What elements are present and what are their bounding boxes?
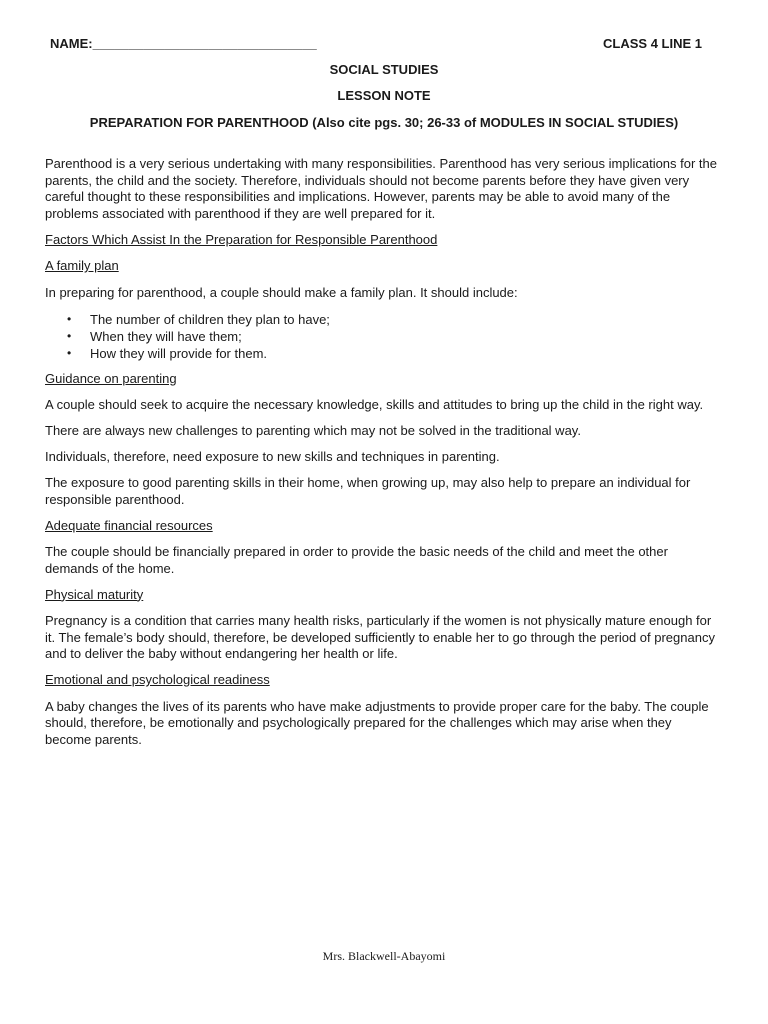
family-plan-list: [45, 311, 721, 362]
subject-title: SOCIAL STUDIES: [329, 62, 439, 77]
guidance-paragraph-3: Individuals, therefore, need exposure to new skills and techniques in parenting.: [45, 449, 500, 464]
family-plan-heading: A family plan: [45, 258, 119, 273]
guidance-paragraph-2: There are always new challenges to parenting which may not be solved in the traditional way.: [45, 423, 581, 438]
physical-heading: Physical maturity: [45, 586, 144, 602]
list-item: [67, 345, 721, 362]
note-type-title: LESSON NOTE: [337, 88, 431, 103]
factors-heading: Factors Which Assist In the Preparation for Responsible Parenthood: [45, 231, 438, 247]
footer-author: Mrs. Blackwell-Abayomi: [322, 949, 446, 963]
list-item-text: How they will provide for them.: [90, 345, 268, 361]
list-item-text: When they will have them;: [90, 328, 242, 344]
list-item: [67, 328, 721, 345]
class-label: CLASS 4 LINE 1: [603, 36, 702, 51]
list-item: [67, 311, 721, 328]
header-row: [50, 36, 702, 54]
guidance-paragraph-4: The exposure to good parenting skills in their home, when growing up, may also help to prepare an individual for responsible parenthood.: [45, 475, 691, 507]
intro-paragraph: Parenthood is a very serious undertaking with many responsibilities. Parenthood has very serious implications for the parents, the child and the society. Therefore, individuals should not become parents before they have given very careful thought to these responsibilities and implications. However, parents may be able to avoid many of the problems associated with parenthood if they are well prepared for it.: [45, 156, 718, 221]
list-item-text: The number of children they plan to have;: [90, 311, 330, 327]
financial-heading: Adequate financial resources: [45, 517, 213, 533]
financial-text: The couple should be financially prepared in order to provide the basic needs of the child and meet the other demands of the home.: [45, 544, 668, 576]
emotional-heading: Emotional and psychological readiness: [45, 672, 270, 687]
name-field: NAME:_______________________________: [50, 36, 317, 51]
guidance-paragraph-1: A couple should seek to acquire the necessary knowledge, skills and attitudes to bring up the child in the right way.: [45, 397, 704, 412]
lesson-body: [45, 156, 721, 758]
lesson-title: PREPARATION FOR PARENTHOOD (Also cite pgs. 30; 26-33 of MODULES IN SOCIAL STUDIES): [89, 115, 679, 130]
bullet-icon: •: [67, 311, 72, 326]
emotional-text: A baby changes the lives of its parents who have make adjustments to provide proper care for the baby. The couple should, therefore, be emotionally and psychologically prepared for the challenges which may arise when they become parents.: [45, 698, 709, 747]
bullet-icon: •: [67, 328, 72, 343]
family-plan-text: In preparing for parenthood, a couple should make a family plan. It should include:: [45, 284, 518, 300]
physical-text: Pregnancy is a condition that carries many health risks, particularly if the women is not physically mature enough for it. The female’s body should, therefore, be developed sufficiently to enable her to go through the period of pregnancy and to deliver the baby without endangering her health or life.: [45, 613, 715, 661]
bullet-icon: •: [67, 345, 72, 360]
guidance-heading: Guidance on parenting: [45, 370, 177, 386]
